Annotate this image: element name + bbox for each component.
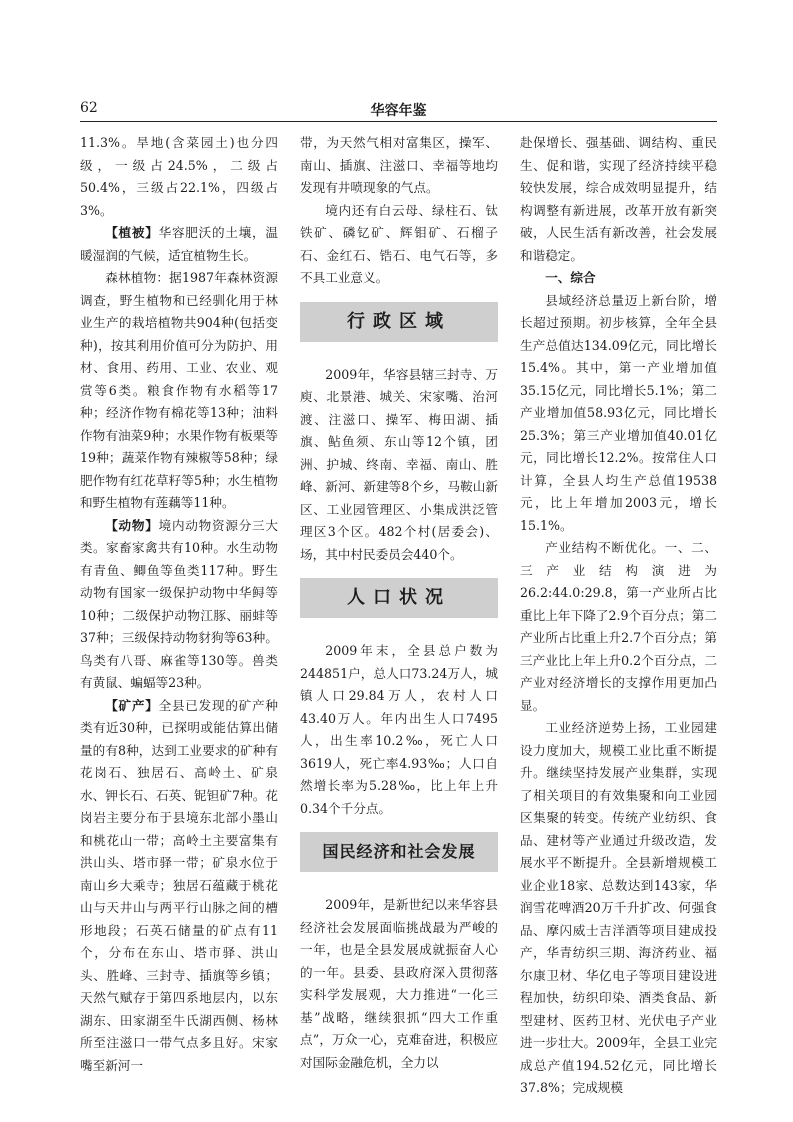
label-vegetation: 【植被】	[105, 225, 159, 240]
column-2	[300, 132, 498, 1074]
running-title: 华容年鉴	[370, 103, 427, 119]
column-3	[520, 132, 717, 1100]
paragraph-soil-grades: 11.3%。旱地(含菜园土)也分四级，一级占24.5%，二级占50.4%，三级占22.1%，四级占3%。	[80, 135, 278, 218]
paragraph-minerals	[80, 695, 278, 1078]
page-number: 62	[80, 100, 98, 116]
vegetation-text: 华容肥沃的土壤，温暖湿润的气候，适宜植物生长。	[80, 225, 278, 263]
paragraph-industry: 工业经济逆势上扬，工业园建设力度加大，规模工业比重不断提升。继续坚持发展产业集群，实现了相关项目的有效集聚和向工业园区集聚的转变。传统产业纺织、食品、建材等产业通过升级改造，发展水平不断提升。全县新增规模工业企业18家、总数达到143家，华润雪花啤酒20万千升扩改、何强食品、摩闪威士吉洋酒等项目建成投产，华青纺织三期、海济药业、福尔康卫材、华亿电子等项目建设进程加快，纺织印染、酒类食品、新型建材、医药卫材、光伏电子产业进一步壮大。2009年，全县工业完成总产值194.52亿元，同比增长37.8%；完成规模	[520, 720, 717, 1095]
subheading-general: 一、综合	[545, 270, 596, 285]
minerals-text: 全县已发现的矿产种类有近30种，已探明或能估算出储量的有8种，达到工业要求的矿种有花岗石、独居石、高岭土、矿泉水、钾长石、石英、铌钽矿7种。花岗岩主要分布于县境东北部小墨山和桃花山一带；高岭土主要富集有洪山头、塔市驿一带；矿泉水位于南山乡大乘寺；独居石蕴藏于桃花山与天井山与两平行山脉之间的槽形地段；石英石储量的矿点有11个，分布在东山、塔市驿、洪山头、胜峰、三封寺、插旗等乡镇；天然气赋存于第四系地层内，以东湖东、田家湖至牛氏湖西侧、杨林所至注滋口一带气点多且好。宋家嘴至新河一	[80, 697, 278, 1073]
paragraph-gas-continued: 带，为天然气相对富集区，操军、南山、插旗、注滋口、幸福等地均发现有井喷现象的气点。	[300, 135, 498, 195]
label-minerals: 【矿产】	[105, 697, 159, 713]
paragraph-industrial-structure: 产业结构不断优化。一、二、三产业结构演进为26.2:44.0:29.8，第一产业所占比重比上年下降了2.9个百分点；第二产业所占比重上升2.7个百分点；第三产业比上年上升0.2个百分点，二产业对经济增长的支撑作用更加凸显。	[520, 540, 717, 713]
section-heading-administrative: 行政区域	[300, 302, 498, 342]
column-1	[80, 132, 278, 1077]
paragraph-vegetation	[80, 222, 278, 267]
paragraph-animals	[80, 515, 278, 695]
paragraph-gdp: 县域经济总量迈上新台阶，增长超过预期。初步核算，全年全县生产总值达134.09亿元，同比增长15.4%。其中，第一产业增加值35.15亿元，同比增长5.1%；第二产业增加值58.93亿元，同比增长25.3%；第三产业增加值40.01亿元，同比增长12.2%。按常住人口计算，全县人均生产总值19538元，比上年增加2003元，增长15.1%。	[520, 292, 717, 533]
section-heading-population: 人口状况	[300, 578, 498, 618]
section-heading-economy: 国民经济和社会发展	[300, 832, 498, 872]
paragraph-administrative: 2009年，华容县辖三封寺、万庾、北景港、城关、宋家嘴、治河渡、注滋口、操军、梅田湖、插旗、鲇鱼须、东山等12个镇，团洲、护城、终南、幸福、南山、胜峰、新河、新建等8个乡，马鞍山新区、工业园管理区、小集成洪泛管理区3个区。482个村(居委会)、场，其中村民委员会440个。	[300, 366, 498, 562]
header-rule	[80, 121, 717, 122]
paragraph-population: 2009年末，全县总户数为244851户，总人口73.24万人，城镇人口29.84万人，农村人口43.40万人。年内出生人口7495人，出生率10.2‰，死亡人口3619人，死亡率4.93‰；人口自然增长率为5.28‰，比上年上升0.34个千分点。	[300, 643, 498, 816]
animals-text: 境内动物资源分三大类。家畜家禽共有10种。水生动物有青鱼、鲫鱼等鱼类117种。野生动物有国家一级保护动物中华鲟等10种；二级保护动物江豚、丽蚌等37种；三级保持动物豺狗等63种。鸟类有八哥、麻雀等130等。兽类有黄鼠、蝙蝠等23种。	[80, 517, 278, 690]
paragraph-economy-continued: 赴保增长、强基础、调结构、重民生、促和谐，实现了经济持续平稳较快发展，综合成效明显提升，结构调整有新进展，改革开放有新突破，人民生活有新改善，社会发展和谐稳定。	[520, 135, 717, 263]
paragraph-forest-plants: 森林植物：据1987年森林资源调查，野生植物和已经驯化用于林业生产的栽培植物共904种(包括变种)，按其利用价值可分为防护、用材、食用、药用、工业、农业、观赏等6类。粮食作物有水稻等17种；经济作物有棉花等13种；油料作物有油菜9种；水果作物有板栗等19种；蔬菜作物有辣椒等58种；绿肥作物有红花草籽等5种；水生植物和野生植物有莲藕等11种。	[80, 270, 278, 510]
paragraph-economy-intro: 2009年，是新世纪以来华容县经济社会发展面临挑战最为严峻的一年，也是全县发展成就振奋人心的一年。县委、县政府深入贯彻落实科学发展观，大力推进“一化三基”战略，继续狠抓“四大工作重点”，万众一心，克难奋进，积极应对国际金融危机，全力以	[300, 897, 498, 1070]
paragraph-other-minerals: 境内还有白云母、绿柱石、钛铁矿、磷钇矿、辉钼矿、石榴子石、金红石、锆石、电气石等，多不具工业意义。	[300, 202, 498, 285]
label-animals: 【动物】	[105, 517, 159, 533]
page-header	[80, 100, 717, 122]
